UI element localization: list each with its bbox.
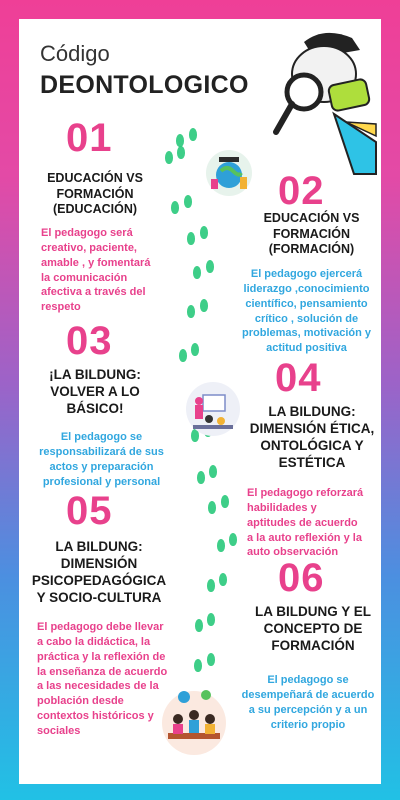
classroom-teacher-icon [185, 381, 241, 437]
section-06-heading: LA BILDUNG Y EL CONCEPTO DE FORMACIÓN [254, 604, 371, 653]
title-line-1: Código [40, 41, 110, 66]
section-01-text: El pedagogo será creativo, paciente, amable , y fomentará la comunicación afectiva a través del respeto [41, 227, 151, 314]
section-06-number: 06 [278, 556, 325, 600]
section-04-number: 04 [275, 356, 322, 400]
section-02-text: El pedagogo ejercerá liderazgo ,conocimiento científico, pensamiento crítico , solución de problemas, motivación y actitud positiva [242, 268, 371, 355]
section-05-heading: LA BILDUNG: DIMENSIÓN PSICOPEDAGÓGICA Y SOCIO-CULTURA [31, 539, 167, 605]
title-line-2: DEONTOLOGICO [40, 71, 249, 99]
section-05-text: El pedagogo debe llevar a cabo la didáctica, la práctica y la reflexión de la enseñanza de acuerdo a las necesidades de la población desde contextos históricos y sociales [37, 621, 168, 737]
infographic-card [19, 19, 381, 784]
section-04-heading: LA BILDUNG: DIMENSIÓN ÉTICA, ONTOLÓGICA Y ESTÉTICA [249, 404, 375, 470]
section-02-heading: EDUCACIÓN VS FORMACIÓN (FORMACIÓN) [263, 211, 360, 257]
section-06-text: El pedagogo se desempeñará de acuerdo a su percepción y a un criterio propio [241, 674, 375, 731]
section-02-number: 02 [278, 169, 325, 213]
section-03-heading: ¡LA BILDUNG: VOLVER A LO BÁSICO! [49, 367, 141, 416]
section-04-text: El pedagogo reforzará habilidades y aptitudes de acuerdo a la auto reflexión y la auto observación [247, 487, 364, 559]
section-03-text: El pedagogo se responsabilizará de sus actos y preparación profesional y personal [39, 431, 164, 488]
section-05-number: 05 [66, 489, 113, 533]
section-01-number: 01 [66, 116, 113, 160]
section-01-heading: EDUCACIÓN VS FORMACIÓN (EDUCACIÓN) [47, 171, 143, 217]
magnifier-character-icon [264, 24, 381, 189]
education-globe-icon [205, 149, 253, 197]
section-03-number: 03 [66, 319, 113, 363]
